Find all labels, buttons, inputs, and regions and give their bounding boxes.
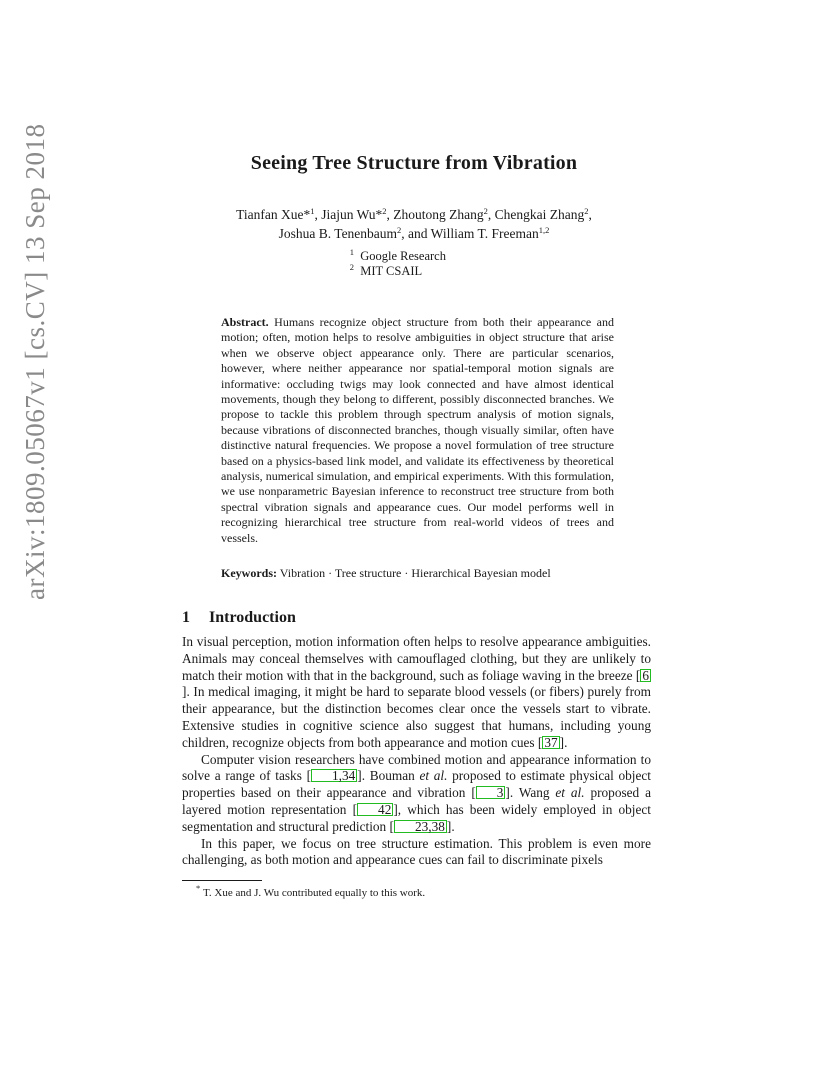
affiliation-name: MIT CSAIL [360, 264, 423, 278]
citation-link[interactable]: 23,38 [394, 820, 447, 833]
text-run: proposed to estimate physical object properties based on their appearance and vibration [182, 768, 652, 801]
paragraph: In visual perception, motion information often helps to resolve appearance ambiguities. Animals may conceal themselves with camouflaged clothing, but they are unlikely to match their motion with that in the background, such as foliage waving in the breeze [ 6]. In medical imaging, it might be hard to separate blood vessels (or fibers) purely from their appearance, but the distinction becomes clear once the vessels start to vibrate. Extensive studies in cognitive science also suggest that humans, including young children, recognize objects from both appearance and motion cues [ 37 ]. [182, 634, 651, 750]
footnote [196, 883, 426, 900]
citation-link[interactable]: 42 [357, 803, 393, 816]
keywords-text: Vibration · Tree structure · Hierarchical Bayesian model [279, 566, 551, 580]
footnote-text: T. Xue and J. Wu contributed equally to this work. [203, 887, 426, 899]
abstract-label: Abstract. [221, 315, 269, 329]
footnote-divider [182, 880, 262, 881]
citation-link[interactable]: 6 [642, 667, 649, 683]
text-run: , which has been widely employed in object segmentation and structural prediction [182, 801, 652, 834]
paragraph [182, 836, 651, 870]
section-heading [182, 609, 296, 627]
citation-link[interactable]: 1,34 [311, 769, 357, 782]
keywords-label: Keywords: [221, 566, 277, 580]
affiliation-marker: 2 [483, 206, 488, 216]
author-name: , Jiajun Wu* [314, 207, 383, 222]
paper-title: Seeing Tree Structure from Vibration [250, 152, 578, 174]
text-run: proposed a layered motion representation [182, 785, 651, 817]
text-run: . Wang [509, 785, 556, 801]
affiliation-marker: 2 [584, 206, 589, 216]
affiliation-marker: 1 [310, 206, 315, 216]
footnote-marker: * [196, 883, 201, 893]
body-text [182, 634, 651, 869]
italic-text: et al. [555, 785, 585, 801]
affiliation-item [0, 264, 828, 279]
section-title: Introduction [209, 609, 296, 626]
abstract-text: Humans recognize object structure from both their appearance and motion; often, motion helps to resolve ambiguities in object structure that arise when we observe object appearance only. There are particular scenarios, however, where neither appearance nor spatial-temporal motion signals are informative: occluding twigs may look connected and have almost identical movements, though they belong to different, possibly disconnected branches. We propose to tackle this problem through spectrum analysis of motion signals, because vibrations of disconnected branches, though visually similar, often have distinctive natural frequencies. We propose a novel formulation of tree structure based on a physics-based link model, and validate its effectiveness by theoretical analysis, numerical simulation, and empirical experiments. With this formulation, we use nonparametric Bayesian inference to reconstruct tree structure from both spectral vibration signals and appearance cues. Our model performs well in recognizing hierarchical tree structure from real-world videos of trees and vessels. [221, 315, 614, 545]
affiliation-marker: 1 [349, 247, 354, 257]
citation-link[interactable]: 37 [544, 734, 558, 750]
text-run: In this paper, we focus on tree structure estimation. This problem is even more challenging, as both motion and appearance cues can fail to discriminate pixels [182, 835, 651, 868]
citation-link[interactable]: 3 [476, 786, 506, 799]
text-run: . [451, 818, 455, 834]
affiliation-marker: 2 [397, 225, 402, 235]
text-run: In visual perception, motion information often helps to resolve appearance ambiguities. Animals may conceal themselves with camouflaged clothing, but they are unlikely to match their motion with that in the background, such as foliage waving in the breeze [182, 634, 651, 683]
affiliation-marker: 2 [349, 262, 354, 272]
author-name: , and William T. Freeman [401, 226, 539, 241]
text-run: . In medical imaging, it might be hard to separate blood vessels (or fibers) purely from their appearance, but the distinction becomes clear once the vessels start to vibrate. Extensive studies in cognitive science also suggest that humans, including young children, recognize objects from both appearance and motion cues [182, 684, 651, 750]
text-run: . [564, 734, 568, 750]
author-separator: , [588, 207, 592, 222]
author-name: , Chengkai Zhang [487, 207, 585, 222]
author-name: Tianfan Xue* [236, 207, 311, 222]
affiliation-item [0, 249, 828, 264]
affiliation-list [0, 249, 828, 279]
abstract [221, 315, 614, 546]
affiliation-marker: 2 [382, 206, 387, 216]
affiliation-name: Google Research [360, 249, 446, 263]
affiliation-marker: 1,2 [538, 225, 550, 235]
italic-text: et al. [419, 768, 448, 784]
text-run: Computer vision researchers have combined motion and appearance information to solve a range of tasks [182, 751, 651, 784]
section-number: 1 [182, 609, 190, 626]
author-name: , Zhoutong Zhang [386, 207, 484, 222]
author-name: Joshua B. Tenenbaum [278, 226, 398, 241]
arxiv-identifier-stamp: arXiv:1809.05067v1 [cs.CV] 13 Sep 2018 [20, 123, 50, 600]
paragraph: Computer vision researchers have combined motion and appearance information to solve a range of tasks [ 1,34 ]. Bouman et al. proposed to estimate physical object properties based on their appearance and vibration [ 3 ]. Wang et al. proposed a layered motion representation [ 42 ], which has been widely employed in object segmentation and structural prediction [ 23,38 ]. [182, 751, 652, 834]
text-run: . Bouman [361, 768, 420, 784]
author-list [0, 205, 828, 243]
keywords [221, 566, 614, 581]
